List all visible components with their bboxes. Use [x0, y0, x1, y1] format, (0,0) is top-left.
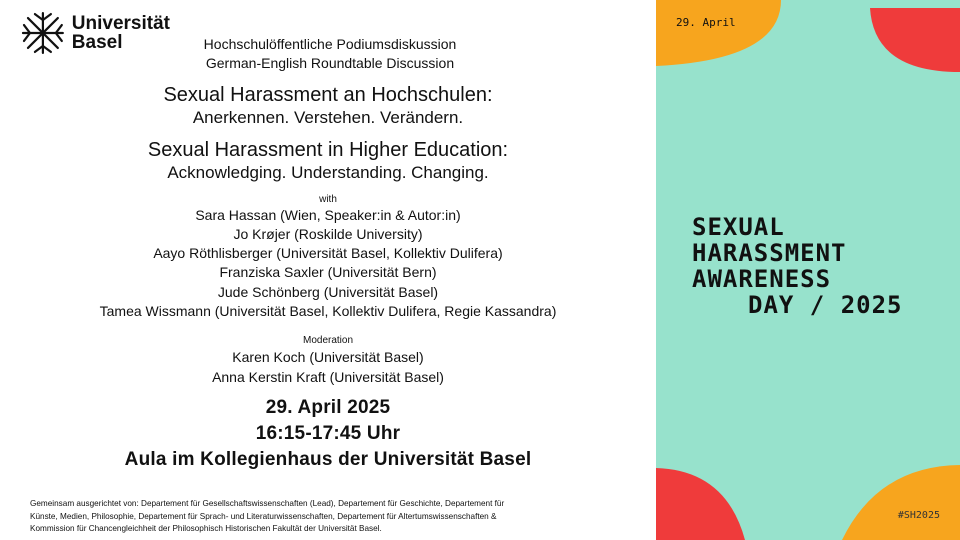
- university-logo[interactable]: [20, 10, 170, 56]
- footer-line: Gemeinsam ausgerichtet von: Departement für Gesellschaftswissenschaften (Lead), Departement für Geschichte, Departement für: [30, 499, 505, 508]
- speaker-item: Franziska Saxler (Universität Bern): [219, 264, 437, 280]
- awareness-title-line: HARASSMENT: [692, 239, 847, 267]
- speaker-item: Sara Hassan (Wien, Speaker:in & Autor:in): [195, 207, 461, 223]
- awareness-title-line: DAY / 2025: [748, 291, 903, 319]
- title-de: Sexual Harassment an Hochschulen:: [163, 84, 493, 106]
- event-type-en: German-English Roundtable Discussion: [205, 55, 455, 71]
- red-quarter-shape: [656, 468, 745, 540]
- event-type-de: Hochschulöffentliche Podiumsdiskussion: [203, 36, 457, 52]
- unibas-emblem-icon: [20, 10, 66, 56]
- orange-quarter-shape: [842, 465, 960, 540]
- organizers-footer: [30, 498, 630, 536]
- footer-line: Kommission für Chancengleichheit der Philosophisch Historischen Fakultät der Universität Basel.: [30, 524, 382, 533]
- poster-date-tag: 29. April: [676, 16, 736, 29]
- speaker-item: Tamea Wissmann (Universität Basel, Kollektiv Dulifera, Regie Kassandra): [99, 303, 557, 319]
- event-date: 29. April 2025: [265, 397, 391, 418]
- with-label: with: [319, 194, 337, 205]
- speaker-item: Jude Schönberg (Universität Basel): [217, 284, 439, 300]
- subtitle-en: Acknowledging. Understanding. Changing.: [167, 163, 489, 182]
- awareness-title-line: AWARENESS: [692, 265, 832, 293]
- orange-quarter-shape: [656, 0, 781, 66]
- university-name-line1: Universität: [71, 13, 170, 34]
- footer-line: Künste, Medien, Philosophie, Departement für Sprach- und Literaturwissenschaften, Departement für Altertumswissenschaften &: [30, 511, 497, 521]
- title-en: Sexual Harassment in Higher Education:: [147, 139, 509, 161]
- moderator-item: Karen Koch (Universität Basel): [232, 349, 424, 365]
- red-quarter-shape: [870, 8, 960, 72]
- event-location: Aula im Kollegienhaus der Universität Basel: [124, 449, 532, 470]
- poster-panel: [656, 0, 960, 540]
- subtitle-de: Anerkennen. Verstehen. Verändern.: [192, 108, 464, 127]
- awareness-day-title: [692, 214, 903, 318]
- hashtag-label: #SH2025: [897, 510, 940, 521]
- moderation-label: Moderation: [302, 335, 354, 346]
- speaker-item: Jo Krøjer (Roskilde University): [233, 226, 423, 242]
- moderator-item: Anna Kerstin Kraft (Universität Basel): [212, 369, 444, 385]
- university-name-line2: Basel: [71, 32, 123, 53]
- speaker-item: Aayo Röthlisberger (Universität Basel, Kollektiv Dulifera): [153, 245, 503, 261]
- awareness-title-line: SEXUAL: [692, 213, 785, 241]
- event-time: 16:15-17:45 Uhr: [255, 423, 401, 444]
